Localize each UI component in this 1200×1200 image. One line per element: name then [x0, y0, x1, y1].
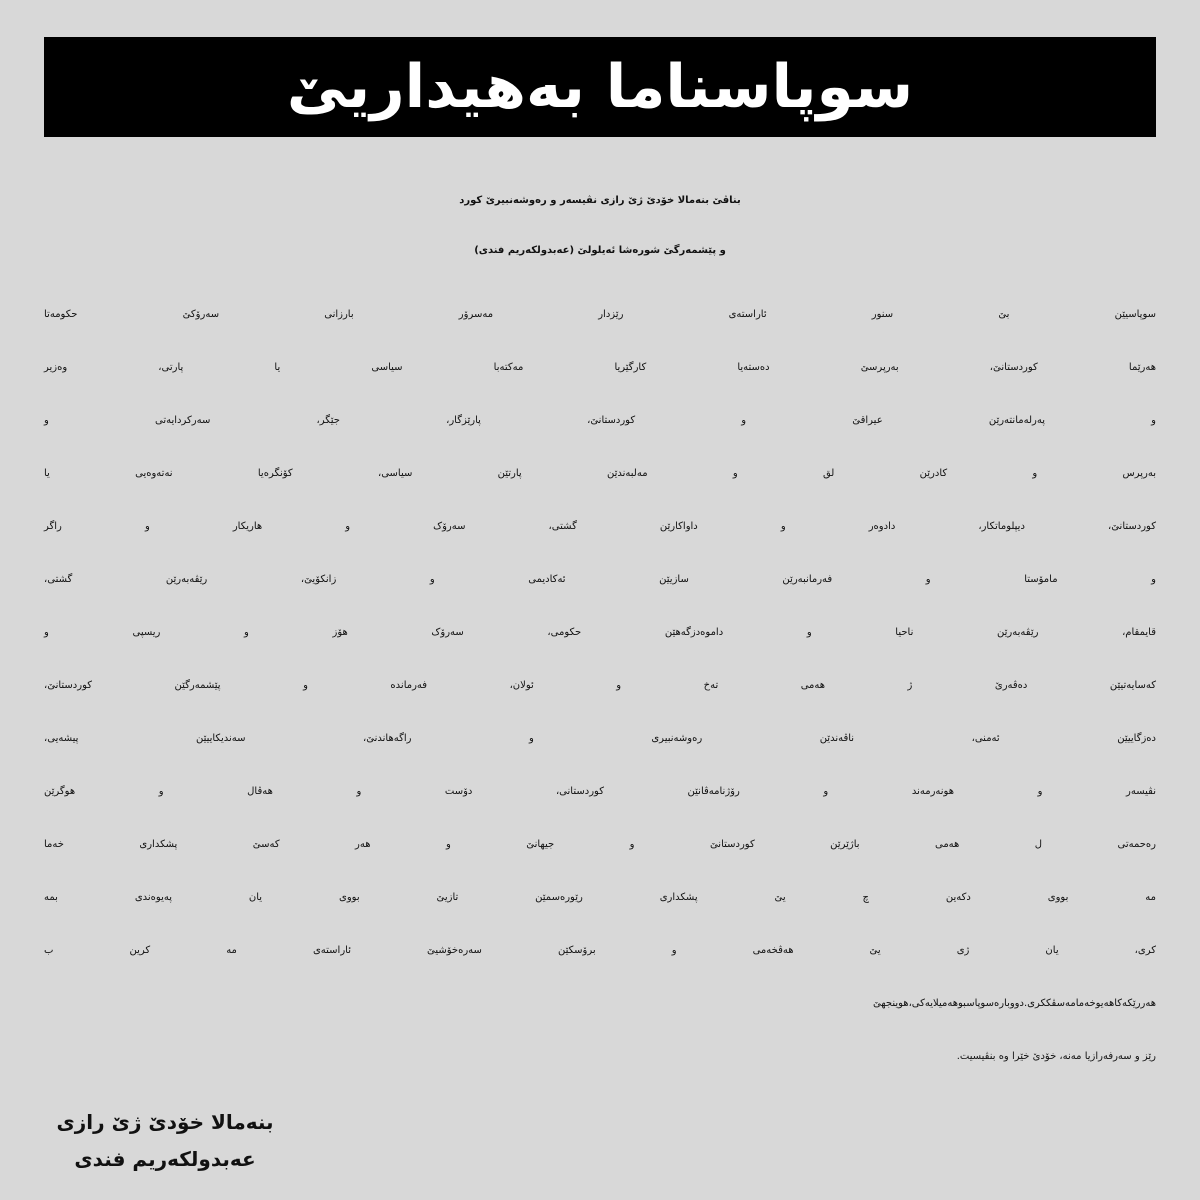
signature-line: عەبدولکەریم فندی: [74, 1147, 256, 1171]
body-line: دەزگاییێن ئەمنی، ناڤەندێن رەوشەنبیری و راگەهاندنێ، سەندیکاییێن پیشەیی،: [44, 733, 1156, 744]
body-line: کوردستانێ، دیپلوماتکار، دادوەر و داواکارێن گشتی، سەرۆک و هاریکار و راگر: [44, 521, 1156, 532]
signature-block: [50, 1104, 280, 1178]
title-banner: [44, 37, 1156, 137]
body-paragraph: [44, 288, 1156, 1083]
body-line: و پەرلەمانتەرێن عیراقێ و کوردستانێ، پارێزگار، جێگر، سەرکردایەتی و: [44, 415, 1156, 426]
body-line: مە بووی دکەین چ یێ پشکداری رێورەسمێن تازیێ بووی یان پەیوەندی بمە: [44, 892, 1156, 903]
intro-line: و پێشمەرگێ شورەشا ئەیلولێ (عەبدولکەریم فندی): [474, 245, 726, 256]
page-title: سوپاسناما بەهیداریێ: [286, 52, 914, 122]
intro-line: بناڤێ بنەمالا خۆدێ ژێ رازی نڤیسەر و رەوشەنبیرێ کورد: [459, 195, 741, 206]
body-line: و مامۆستا و فەرمانبەرێن سازیێن ئەکادیمی و زانکۆیێ، رێڤەبەرێن گشتی،: [44, 574, 1156, 585]
body-line: هەررێکەکاهەیوخەمامەسڤککری.دووبارەسوپاسبوهەمیلایەکی،هوینجهێ: [872, 998, 1156, 1009]
body-line: سوپاسیێن بێ سنور ئاراستەی رێزدار مەسرۆر بارزانی سەرۆکێ حکومەتا: [44, 309, 1156, 320]
body-line: بەرپرس و کادرێن لق و مەلبەندێن پارتێن سیاسی، کۆنگرەیا نەتەوەیی یا: [44, 468, 1156, 479]
body-line: نڤیسەر و هونەرمەند و رۆژنامەڤانێن کوردستانی، دۆست و هەڤال و هوگرێن: [44, 786, 1156, 797]
body-line: قایمقام، رێڤەبەرێن ناحیا و داموەدزگەهێن حکومی، سەرۆک هۆز و ریسپی و: [44, 627, 1156, 638]
intro-block: [44, 176, 1156, 276]
body-line: کەسایەتیێن دەڤەرێ ژ هەمی تەخ و ئولان، فەرماندە و پێشمەرگێن کوردستانێ،: [44, 680, 1156, 691]
signature-line: بنەمالا خۆدێ ژێ رازی: [56, 1110, 274, 1134]
body-line: هەرێما کوردستانێ، بەرپرسێ دەستەیا کارگێریا مەکتەبا سیاسی یا پارتی، وەزیر: [44, 362, 1156, 373]
body-line: رێز و سەرفەرازیا مەنە، خۆدێ خێرا وە بنڤیسیت.: [956, 1051, 1156, 1062]
body-line: کری، یان ژی یێ هەڤخەمی و برۆسکێن سەرەخۆشیێ ئاراستەی مە کرین ب: [44, 945, 1156, 956]
body-line: رەحمەتی ل هەمی باژێرێن کوردستانێ و جیهانێ و هەر کەسێ پشکداری خەما: [44, 839, 1156, 850]
